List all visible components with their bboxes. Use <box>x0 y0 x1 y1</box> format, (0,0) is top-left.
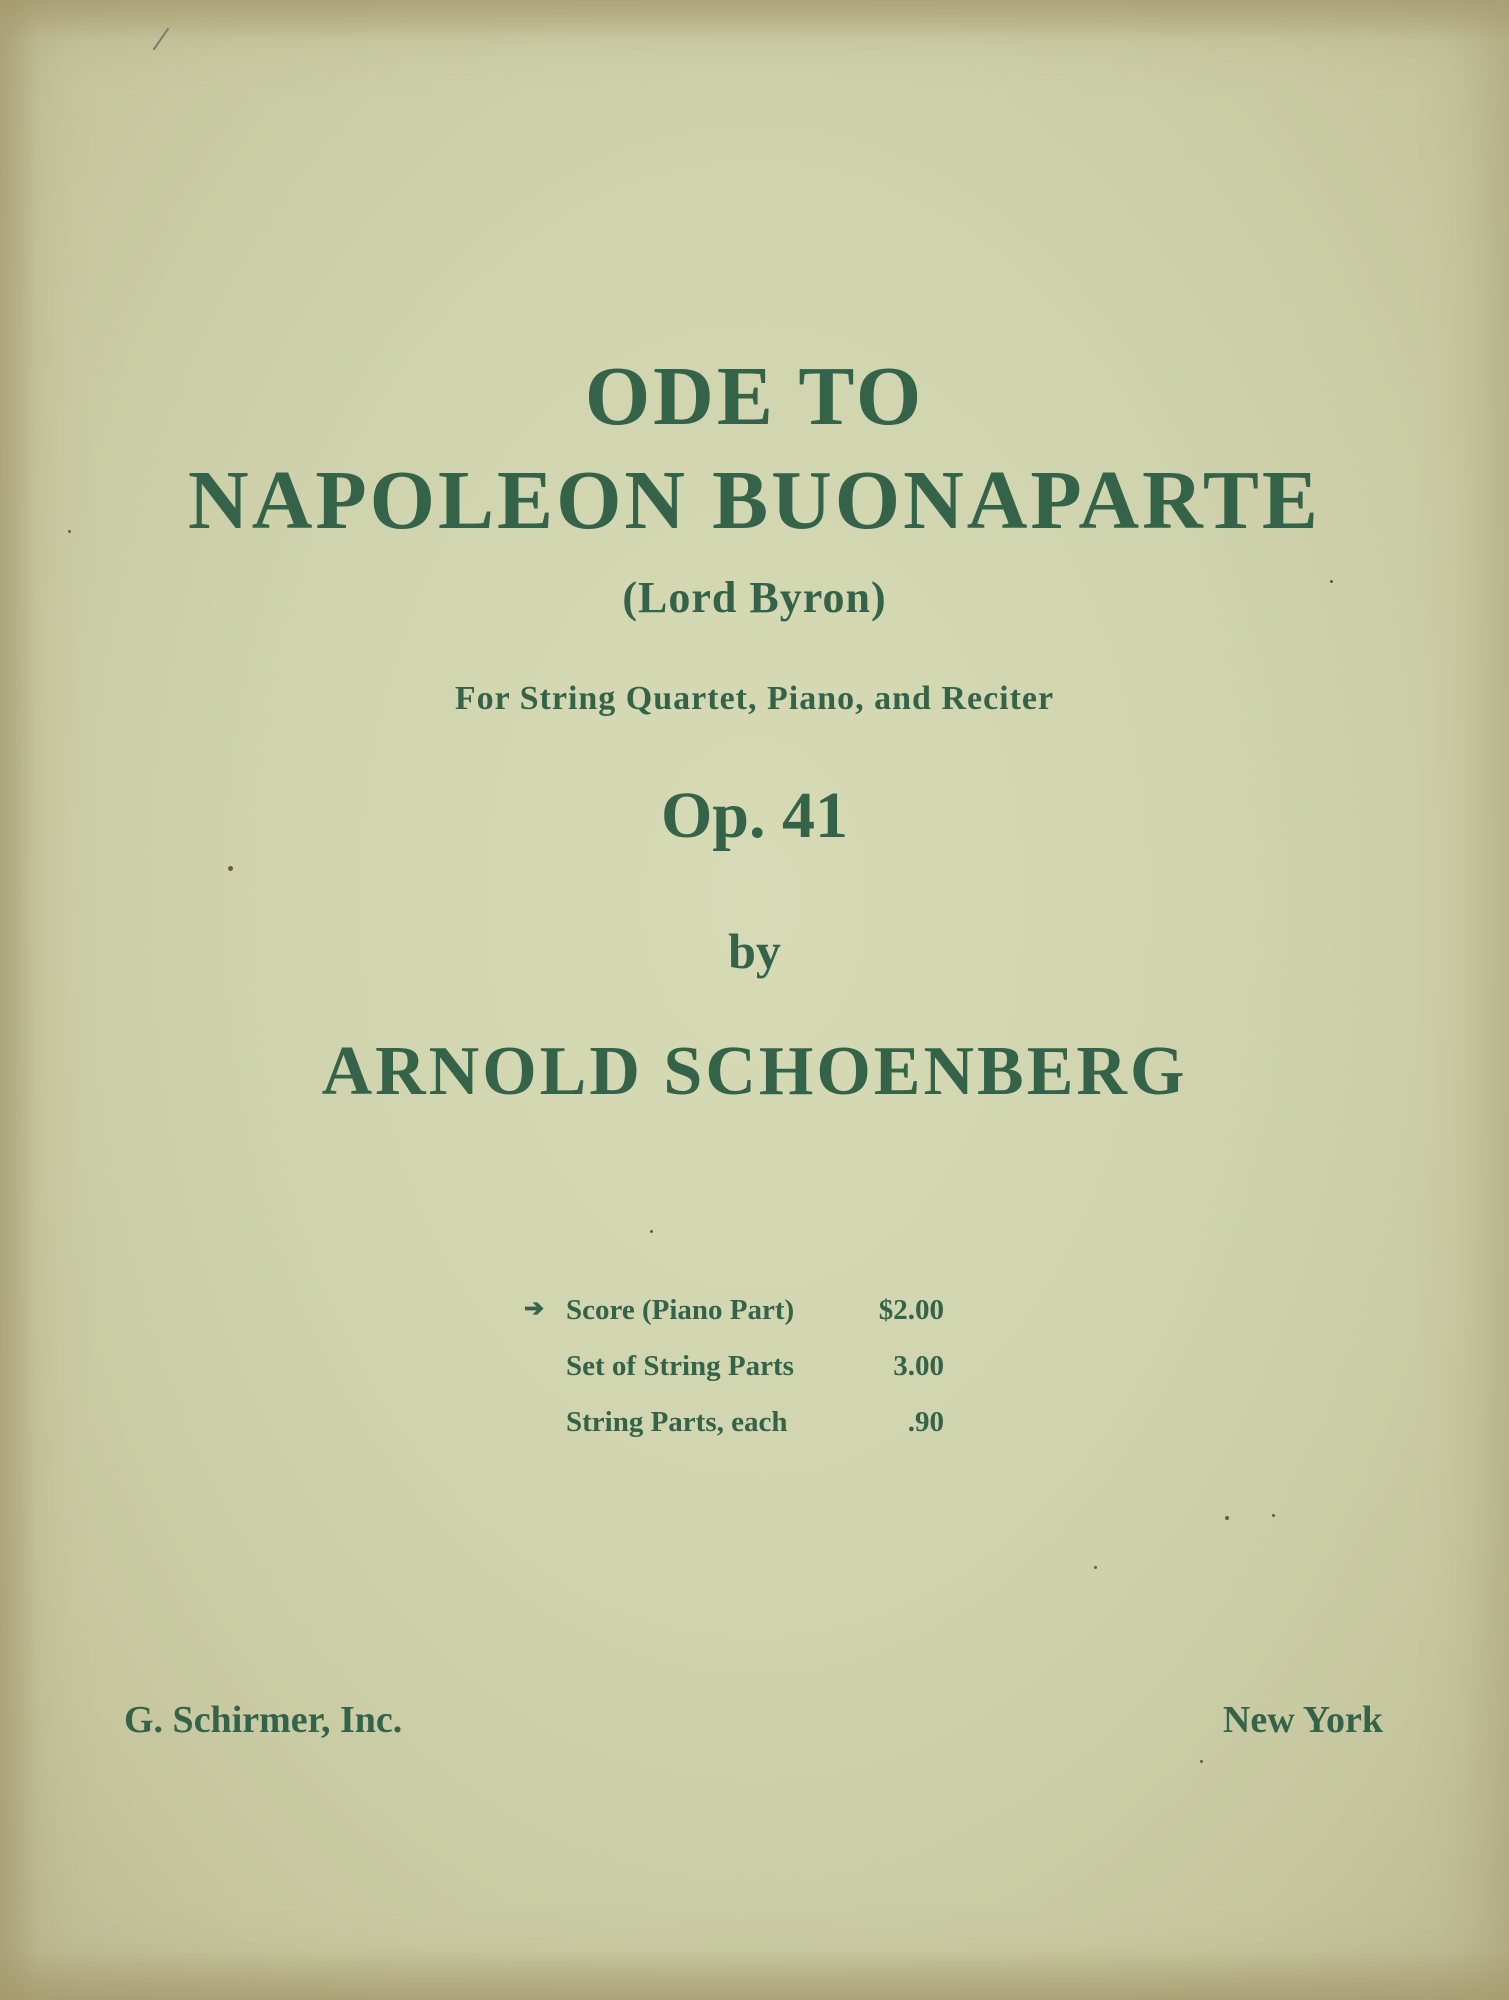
price-value: $2.00 <box>878 1294 944 1326</box>
instrumentation: For String Quartet, Piano, and Reciter <box>454 680 1055 717</box>
price-item: String Parts, each <box>566 1406 788 1438</box>
spine-wear <box>0 0 36 2000</box>
price-row <box>518 1294 968 1350</box>
price-list <box>518 1294 968 1462</box>
paper-speck <box>1094 1566 1097 1569</box>
text-author: (Lord Byron) <box>622 573 887 622</box>
title-line-1: ODE TO <box>584 350 925 443</box>
price-row <box>518 1350 968 1406</box>
publisher-city: New York <box>1222 1699 1383 1741</box>
price-item: Set of String Parts <box>566 1350 794 1382</box>
bottom-edge-wear <box>0 1950 1509 2000</box>
paper-speck <box>1272 1514 1275 1517</box>
arrow-right-icon: ➔ <box>524 1296 545 1322</box>
opus-number: Op. 41 <box>660 779 849 852</box>
paper-speck <box>1330 580 1333 583</box>
paper-speck <box>68 530 71 533</box>
composer-name: ARNOLD SCHOENBERG <box>321 1033 1188 1110</box>
top-edge-wear <box>0 0 1509 40</box>
publisher-name: G. Schirmer, Inc. <box>124 1699 403 1741</box>
paper-speck <box>228 866 233 871</box>
paper-speck <box>1200 1760 1203 1763</box>
paper-speck <box>1225 1516 1229 1520</box>
price-value: .90 <box>907 1406 944 1438</box>
price-row <box>518 1406 968 1462</box>
title-line-2: NAPOLEON BUONAPARTE <box>188 454 1321 547</box>
price-item: Score (Piano Part) <box>566 1294 795 1326</box>
by-label: by <box>728 923 781 979</box>
price-value: 3.00 <box>893 1350 944 1382</box>
paper-speck <box>650 1230 653 1233</box>
